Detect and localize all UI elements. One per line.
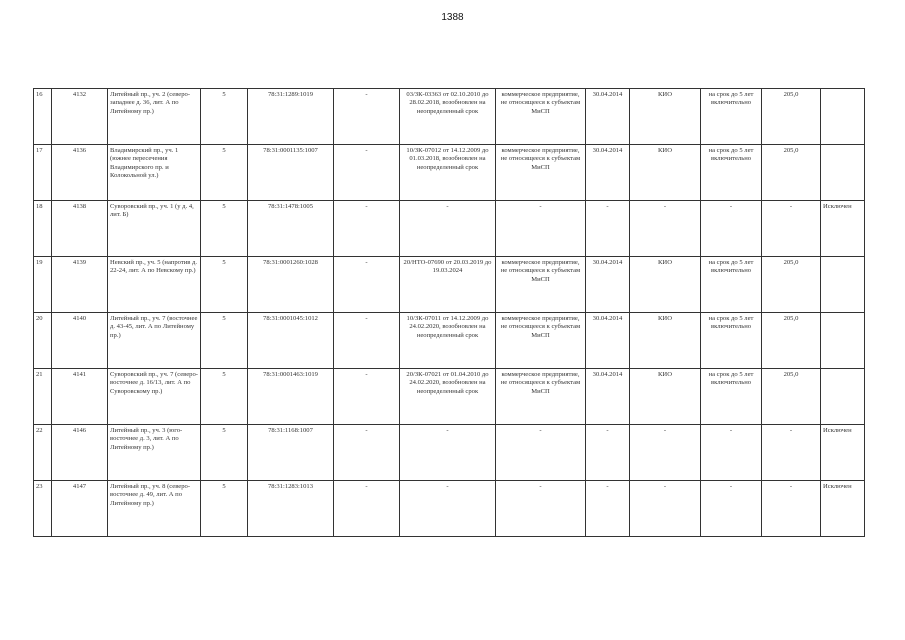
address-cell: Невский пр., уч. 5 (напротив д. 22-24, лит. А по Невскому пр.)	[108, 257, 201, 313]
area-cell: -	[762, 481, 821, 537]
table-row	[34, 481, 865, 537]
agreement-cell: 10/ЗК-07012 от 14.12.2009 до 01.03.2018, возобновлен на неопределенный срок	[400, 145, 496, 201]
object-id-cell: 4147	[52, 481, 108, 537]
object-id-cell: 4141	[52, 369, 108, 425]
holder-category-cell: коммерческое предприятие, не относящееся к субъектам МиСП	[496, 89, 586, 145]
area-cell: -	[762, 425, 821, 481]
holder-category-cell: коммерческое предприятие, не относящееся к субъектам МиСП	[496, 257, 586, 313]
table-row	[34, 313, 865, 369]
inclusion-date-cell: 30.04.2014	[586, 145, 630, 201]
object-id-cell: 4136	[52, 145, 108, 201]
address-cell: Литейный пр., уч. 8 (северо-восточнее д. 49, лит. А по Литейному пр.)	[108, 481, 201, 537]
status-note-cell: Исключен	[821, 481, 865, 537]
lease-term-cell: на срок до 5 лет включительно	[701, 313, 762, 369]
row-number-cell: 23	[34, 481, 52, 537]
inclusion-date-cell: -	[586, 425, 630, 481]
row-number-cell: 19	[34, 257, 52, 313]
extra-field-cell: -	[334, 313, 400, 369]
holder-category-cell: -	[496, 481, 586, 537]
zone-code-cell: 5	[201, 89, 248, 145]
lease-term-cell: -	[701, 425, 762, 481]
inclusion-date-cell: -	[586, 201, 630, 257]
lease-term-cell: -	[701, 481, 762, 537]
status-note-cell	[821, 369, 865, 425]
agreement-cell: -	[400, 201, 496, 257]
area-cell: 205,0	[762, 89, 821, 145]
area-cell: 205,0	[762, 369, 821, 425]
area-cell: 205,0	[762, 313, 821, 369]
inclusion-date-cell: 30.04.2014	[586, 257, 630, 313]
extra-field-cell: -	[334, 89, 400, 145]
address-cell: Литейный пр., уч. 7 (восточнее д. 43-45, лит. А по Литейному пр.)	[108, 313, 201, 369]
address-cell: Суворовский пр., уч. 7 (северо-восточнее д. 16/13, лит. А по Суворовскому пр.)	[108, 369, 201, 425]
cadastral-number-cell: 78:31:0001463:1019	[248, 369, 334, 425]
status-note-cell	[821, 145, 865, 201]
organization-cell: -	[630, 201, 701, 257]
organization-cell: -	[630, 481, 701, 537]
page-number: 1388	[441, 12, 464, 23]
agreement-cell: 20/НТО-07690 от 20.03.2019 до 19.03.2024	[400, 257, 496, 313]
extra-field-cell: -	[334, 257, 400, 313]
row-number-cell: 18	[34, 201, 52, 257]
extra-field-cell: -	[334, 481, 400, 537]
status-note-cell	[821, 257, 865, 313]
zone-code-cell: 5	[201, 313, 248, 369]
registry-table	[33, 88, 865, 537]
organization-cell: КИО	[630, 145, 701, 201]
lease-term-cell: -	[701, 201, 762, 257]
extra-field-cell: -	[334, 425, 400, 481]
table-row	[34, 89, 865, 145]
status-note-cell	[821, 89, 865, 145]
organization-cell: КИО	[630, 257, 701, 313]
row-number-cell: 21	[34, 369, 52, 425]
cadastral-number-cell: 78:31:0001135:1007	[248, 145, 334, 201]
row-number-cell: 17	[34, 145, 52, 201]
holder-category-cell: -	[496, 201, 586, 257]
address-cell: Литейный пр., уч. 2 (северо-западнее д. 36, лит. А по Литейному пр.)	[108, 89, 201, 145]
row-number-cell: 16	[34, 89, 52, 145]
status-note-cell: Исключен	[821, 425, 865, 481]
cadastral-number-cell: 78:31:0001260:1028	[248, 257, 334, 313]
zone-code-cell: 5	[201, 481, 248, 537]
agreement-cell: 10/ЗК-07011 от 14.12.2009 до 24.02.2020, возобновлен на неопределенный срок	[400, 313, 496, 369]
lease-term-cell: на срок до 5 лет включительно	[701, 369, 762, 425]
address-cell: Литейный пр., уч. 3 (юго-восточнее д. 3, лит. А по Литейному пр.)	[108, 425, 201, 481]
zone-code-cell: 5	[201, 369, 248, 425]
row-number-cell: 20	[34, 313, 52, 369]
extra-field-cell: -	[334, 201, 400, 257]
zone-code-cell: 5	[201, 145, 248, 201]
organization-cell: КИО	[630, 89, 701, 145]
holder-category-cell: -	[496, 425, 586, 481]
inclusion-date-cell: -	[586, 481, 630, 537]
cadastral-number-cell: 78:31:1168:1007	[248, 425, 334, 481]
inclusion-date-cell: 30.04.2014	[586, 89, 630, 145]
table-row	[34, 145, 865, 201]
organization-cell: -	[630, 425, 701, 481]
inclusion-date-cell: 30.04.2014	[586, 369, 630, 425]
object-id-cell: 4146	[52, 425, 108, 481]
cadastral-number-cell: 78:31:1478:1005	[248, 201, 334, 257]
cadastral-number-cell: 78:31:1289:1019	[248, 89, 334, 145]
organization-cell: КИО	[630, 313, 701, 369]
table-row	[34, 257, 865, 313]
row-number-cell: 22	[34, 425, 52, 481]
inclusion-date-cell: 30.04.2014	[586, 313, 630, 369]
object-id-cell: 4132	[52, 89, 108, 145]
area-cell: 205,0	[762, 257, 821, 313]
table-row	[34, 369, 865, 425]
lease-term-cell: на срок до 5 лет включительно	[701, 257, 762, 313]
organization-cell: КИО	[630, 369, 701, 425]
table-row	[34, 425, 865, 481]
agreement-cell: -	[400, 481, 496, 537]
agreement-cell: 03/ЗК-03363 от 02.10.2010 до 28.02.2018, возобновлен на неопределенный срок	[400, 89, 496, 145]
zone-code-cell: 5	[201, 257, 248, 313]
cadastral-number-cell: 78:31:1283:1013	[248, 481, 334, 537]
address-cell: Владимирский пр., уч. 1 (южнее пересечения Владимирского пр. и Колокольной ул.)	[108, 145, 201, 201]
cadastral-number-cell: 78:31:0001045:1012	[248, 313, 334, 369]
zone-code-cell: 5	[201, 201, 248, 257]
area-cell: 205,0	[762, 145, 821, 201]
status-note-cell	[821, 313, 865, 369]
object-id-cell: 4140	[52, 313, 108, 369]
lease-term-cell: на срок до 5 лет включительно	[701, 145, 762, 201]
object-id-cell: 4139	[52, 257, 108, 313]
area-cell: -	[762, 201, 821, 257]
object-id-cell: 4138	[52, 201, 108, 257]
holder-category-cell: коммерческое предприятие, не относящееся к субъектам МиСП	[496, 313, 586, 369]
zone-code-cell: 5	[201, 425, 248, 481]
holder-category-cell: коммерческое предприятие, не относящееся к субъектам МиСП	[496, 145, 586, 201]
holder-category-cell: коммерческое предприятие, не относящееся к субъектам МиСП	[496, 369, 586, 425]
extra-field-cell: -	[334, 145, 400, 201]
status-note-cell: Исключен	[821, 201, 865, 257]
lease-term-cell: на срок до 5 лет включительно	[701, 89, 762, 145]
agreement-cell: -	[400, 425, 496, 481]
table-row	[34, 201, 865, 257]
extra-field-cell: -	[334, 369, 400, 425]
agreement-cell: 20/ЗК-07021 от 01.04.2010 до 24.02.2020, возобновлен на неопределенный срок	[400, 369, 496, 425]
address-cell: Суворовский пр., уч. 1 (у д. 4, лит. Б)	[108, 201, 201, 257]
